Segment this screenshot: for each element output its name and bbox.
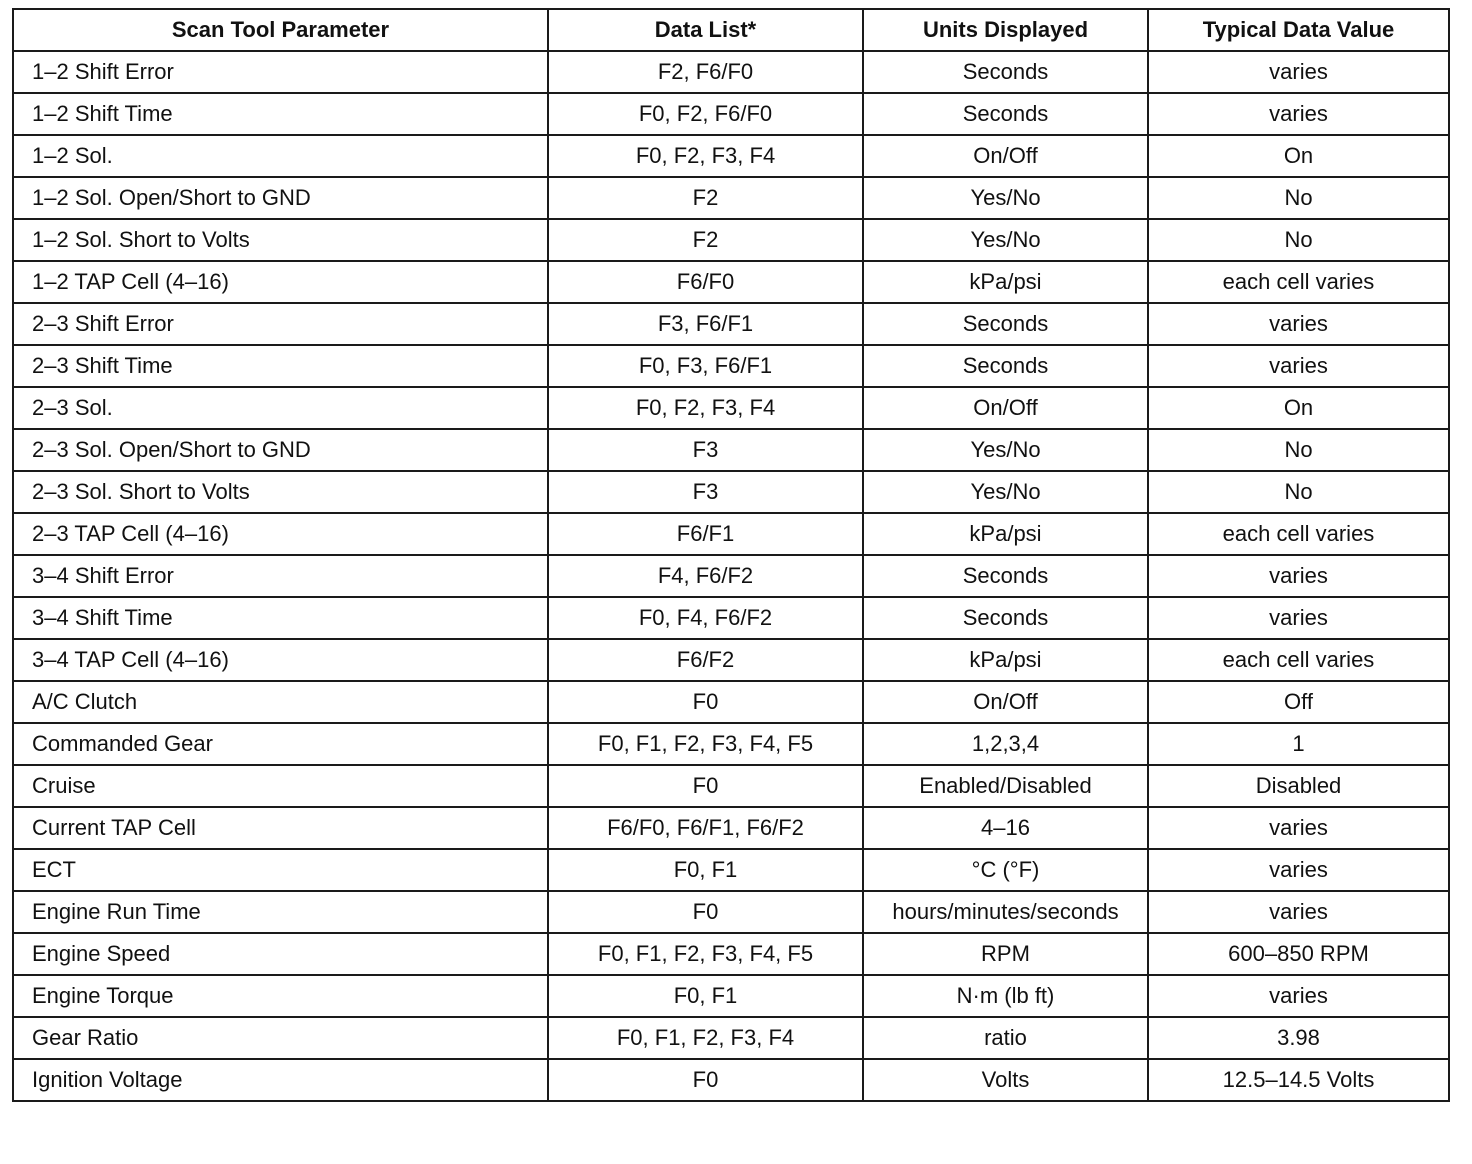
- cell-scan-tool-parameter: Engine Speed: [13, 933, 548, 975]
- cell-scan-tool-parameter: 2–3 TAP Cell (4–16): [13, 513, 548, 555]
- cell-units-displayed: Seconds: [863, 555, 1148, 597]
- cell-data-list: F3: [548, 429, 863, 471]
- cell-units-displayed: RPM: [863, 933, 1148, 975]
- cell-data-list: F0, F1: [548, 849, 863, 891]
- cell-scan-tool-parameter: 1–2 Sol. Open/Short to GND: [13, 177, 548, 219]
- table-row: [13, 261, 1449, 303]
- cell-typical-data-value: On: [1148, 135, 1449, 177]
- cell-data-list: F0, F2, F3, F4: [548, 135, 863, 177]
- table-row: [13, 1017, 1449, 1059]
- table-row: [13, 681, 1449, 723]
- table-row: [13, 51, 1449, 93]
- cell-scan-tool-parameter: ECT: [13, 849, 548, 891]
- cell-units-displayed: kPa/psi: [863, 261, 1148, 303]
- cell-typical-data-value: each cell varies: [1148, 639, 1449, 681]
- cell-data-list: F4, F6/F2: [548, 555, 863, 597]
- cell-scan-tool-parameter: 2–3 Shift Error: [13, 303, 548, 345]
- cell-units-displayed: Yes/No: [863, 471, 1148, 513]
- header-data-list: Data List*: [548, 9, 863, 51]
- cell-typical-data-value: On: [1148, 387, 1449, 429]
- cell-data-list: F2, F6/F0: [548, 51, 863, 93]
- cell-typical-data-value: each cell varies: [1148, 513, 1449, 555]
- cell-data-list: F0, F2, F3, F4: [548, 387, 863, 429]
- table-row: [13, 471, 1449, 513]
- cell-data-list: F0, F1: [548, 975, 863, 1017]
- cell-data-list: F0: [548, 681, 863, 723]
- table-row: [13, 807, 1449, 849]
- cell-units-displayed: Seconds: [863, 345, 1148, 387]
- table-row: [13, 975, 1449, 1017]
- cell-typical-data-value: varies: [1148, 303, 1449, 345]
- cell-scan-tool-parameter: Ignition Voltage: [13, 1059, 548, 1101]
- cell-units-displayed: Seconds: [863, 93, 1148, 135]
- cell-units-displayed: On/Off: [863, 135, 1148, 177]
- cell-typical-data-value: No: [1148, 177, 1449, 219]
- cell-typical-data-value: No: [1148, 471, 1449, 513]
- cell-data-list: F0, F3, F6/F1: [548, 345, 863, 387]
- cell-units-displayed: Yes/No: [863, 219, 1148, 261]
- cell-typical-data-value: Off: [1148, 681, 1449, 723]
- cell-units-displayed: Yes/No: [863, 177, 1148, 219]
- cell-typical-data-value: varies: [1148, 93, 1449, 135]
- table-row: [13, 891, 1449, 933]
- cell-scan-tool-parameter: 1–2 Sol. Short to Volts: [13, 219, 548, 261]
- cell-units-displayed: Volts: [863, 1059, 1148, 1101]
- table-row: [13, 933, 1449, 975]
- cell-typical-data-value: No: [1148, 219, 1449, 261]
- table-row: [13, 387, 1449, 429]
- cell-typical-data-value: varies: [1148, 51, 1449, 93]
- header-typical-data-value: Typical Data Value: [1148, 9, 1449, 51]
- cell-data-list: F2: [548, 177, 863, 219]
- cell-typical-data-value: 1: [1148, 723, 1449, 765]
- table-row: [13, 219, 1449, 261]
- cell-units-displayed: N·m (lb ft): [863, 975, 1148, 1017]
- table-row: [13, 135, 1449, 177]
- cell-scan-tool-parameter: A/C Clutch: [13, 681, 548, 723]
- cell-data-list: F0: [548, 765, 863, 807]
- cell-typical-data-value: each cell varies: [1148, 261, 1449, 303]
- cell-scan-tool-parameter: 1–2 Sol.: [13, 135, 548, 177]
- cell-units-displayed: hours/minutes/seconds: [863, 891, 1148, 933]
- cell-data-list: F6/F0: [548, 261, 863, 303]
- table-row: [13, 765, 1449, 807]
- cell-typical-data-value: varies: [1148, 807, 1449, 849]
- cell-data-list: F0: [548, 891, 863, 933]
- cell-typical-data-value: Disabled: [1148, 765, 1449, 807]
- cell-units-displayed: Enabled/Disabled: [863, 765, 1148, 807]
- cell-units-displayed: On/Off: [863, 681, 1148, 723]
- cell-units-displayed: ratio: [863, 1017, 1148, 1059]
- cell-scan-tool-parameter: Cruise: [13, 765, 548, 807]
- scan-tool-data-table: [12, 8, 1450, 1102]
- cell-units-displayed: 1,2,3,4: [863, 723, 1148, 765]
- table-row: [13, 303, 1449, 345]
- cell-typical-data-value: varies: [1148, 891, 1449, 933]
- cell-scan-tool-parameter: 3–4 TAP Cell (4–16): [13, 639, 548, 681]
- cell-data-list: F2: [548, 219, 863, 261]
- cell-data-list: F0: [548, 1059, 863, 1101]
- cell-typical-data-value: varies: [1148, 597, 1449, 639]
- cell-data-list: F0, F2, F6/F0: [548, 93, 863, 135]
- cell-data-list: F0, F1, F2, F3, F4: [548, 1017, 863, 1059]
- cell-units-displayed: Yes/No: [863, 429, 1148, 471]
- cell-scan-tool-parameter: 3–4 Shift Error: [13, 555, 548, 597]
- cell-scan-tool-parameter: 3–4 Shift Time: [13, 597, 548, 639]
- cell-typical-data-value: varies: [1148, 555, 1449, 597]
- table-row: [13, 93, 1449, 135]
- cell-scan-tool-parameter: 1–2 TAP Cell (4–16): [13, 261, 548, 303]
- cell-scan-tool-parameter: 2–3 Shift Time: [13, 345, 548, 387]
- table-row: [13, 345, 1449, 387]
- table-body: [13, 51, 1449, 1101]
- cell-typical-data-value: 600–850 RPM: [1148, 933, 1449, 975]
- table-row: [13, 849, 1449, 891]
- cell-typical-data-value: varies: [1148, 975, 1449, 1017]
- cell-units-displayed: On/Off: [863, 387, 1148, 429]
- cell-scan-tool-parameter: Engine Torque: [13, 975, 548, 1017]
- cell-scan-tool-parameter: 2–3 Sol. Short to Volts: [13, 471, 548, 513]
- cell-scan-tool-parameter: Current TAP Cell: [13, 807, 548, 849]
- cell-scan-tool-parameter: 1–2 Shift Time: [13, 93, 548, 135]
- cell-data-list: F0, F4, F6/F2: [548, 597, 863, 639]
- cell-typical-data-value: varies: [1148, 849, 1449, 891]
- table-row: [13, 177, 1449, 219]
- cell-units-displayed: °C (°F): [863, 849, 1148, 891]
- cell-scan-tool-parameter: 2–3 Sol. Open/Short to GND: [13, 429, 548, 471]
- cell-units-displayed: Seconds: [863, 597, 1148, 639]
- table-row: [13, 429, 1449, 471]
- cell-typical-data-value: 3.98: [1148, 1017, 1449, 1059]
- cell-scan-tool-parameter: Engine Run Time: [13, 891, 548, 933]
- cell-data-list: F0, F1, F2, F3, F4, F5: [548, 723, 863, 765]
- cell-typical-data-value: 12.5–14.5 Volts: [1148, 1059, 1449, 1101]
- cell-units-displayed: kPa/psi: [863, 639, 1148, 681]
- table-row: [13, 639, 1449, 681]
- table-row: [13, 1059, 1449, 1101]
- cell-scan-tool-parameter: Commanded Gear: [13, 723, 548, 765]
- cell-data-list: F6/F1: [548, 513, 863, 555]
- cell-data-list: F3: [548, 471, 863, 513]
- cell-scan-tool-parameter: Gear Ratio: [13, 1017, 548, 1059]
- header-scan-tool-parameter: Scan Tool Parameter: [13, 9, 548, 51]
- cell-data-list: F0, F1, F2, F3, F4, F5: [548, 933, 863, 975]
- table-row: [13, 723, 1449, 765]
- cell-units-displayed: Seconds: [863, 303, 1148, 345]
- cell-scan-tool-parameter: 2–3 Sol.: [13, 387, 548, 429]
- cell-data-list: F6/F0, F6/F1, F6/F2: [548, 807, 863, 849]
- cell-typical-data-value: varies: [1148, 345, 1449, 387]
- table-row: [13, 597, 1449, 639]
- cell-typical-data-value: No: [1148, 429, 1449, 471]
- cell-data-list: F6/F2: [548, 639, 863, 681]
- cell-units-displayed: 4–16: [863, 807, 1148, 849]
- table-row: [13, 555, 1449, 597]
- cell-units-displayed: Seconds: [863, 51, 1148, 93]
- table-row: [13, 513, 1449, 555]
- cell-scan-tool-parameter: 1–2 Shift Error: [13, 51, 548, 93]
- table-header-row: [13, 9, 1449, 51]
- cell-units-displayed: kPa/psi: [863, 513, 1148, 555]
- header-units-displayed: Units Displayed: [863, 9, 1148, 51]
- cell-data-list: F3, F6/F1: [548, 303, 863, 345]
- scan-tool-data-sheet: [12, 8, 1448, 1102]
